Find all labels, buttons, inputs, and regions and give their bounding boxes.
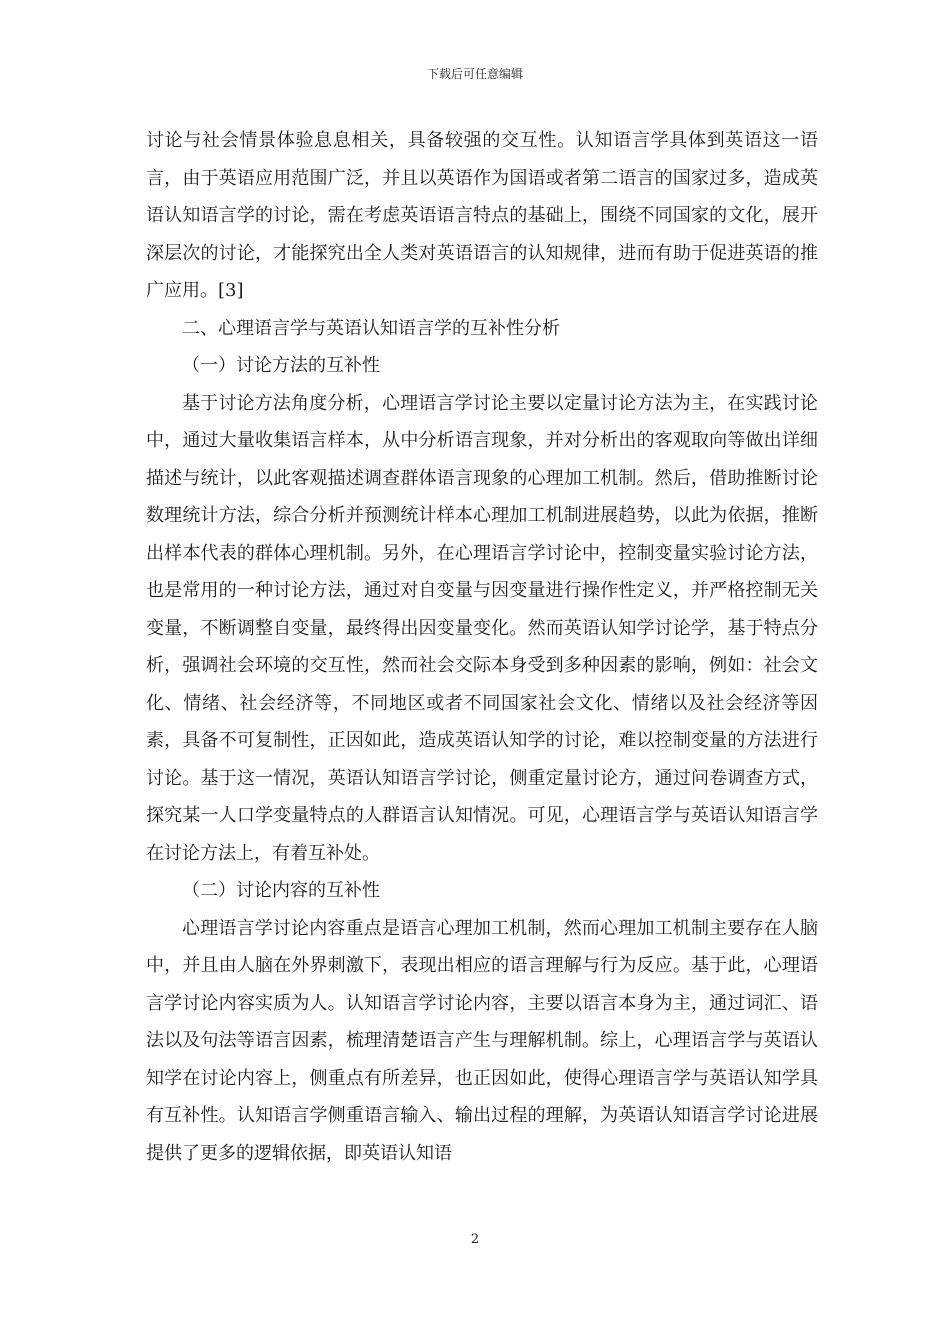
document-body	[146, 122, 818, 1172]
page-number: 2	[470, 1232, 480, 1247]
subsection-heading-content: （二）讨论内容的互补性	[182, 880, 380, 901]
section-heading: 二、心理语言学与英语认知语言学的互补性分析	[182, 317, 560, 339]
paragraph-methods: 基于讨论方法角度分析，心理语言学讨论主要以定量讨论方法为主，在实践讨论中，通过大量收集语言样本，从中分析语言现象，并对分析出的客观取向等做出详细描述与统计，以此客观描述调查群体语言现象的心理加工机制。然后，借助推断讨论数理统计方法，综合分析并预测统计样本心理加工机制进展趋势，以此为依据，推断出样本代表的群体心理机制。另外，在心理语言学讨论中，控制变量实验讨论方法，也是常用的一种讨论方法，通过对自变量与因变量进行操作性定义，并严格控制无关变量，不断调整自变量，最终得出因变量变化。然而英语认知学讨论学，基于特点分析，强调社会环境的交互性，然而社会交际本身受到多种因素的影响，例如：社会文化、情绪、社会经济等，不同地区或者不同国家社会文化、情绪以及社会经济等因素，具备不可复制性，正因如此，造成英语认知学的讨论，难以控制变量的方法进行讨论。基于这一情况，英语认知语言学讨论，侧重定量讨论方，通过问卷调查方式，探究某一人口学变量特点的人群语言认知情况。可见，心理语言学与英语认知语言学在讨论方法上，有着互补处。	[146, 392, 818, 864]
paragraph-content: 心理语言学讨论内容重点是语言心理加工机制，然而心理加工机制主要存在人脑中，并且由人脑在外界刺激下，表现出相应的语言理解与行为反应。基于此，心理语言学讨论内容实质为人。认知语言学讨论内容，主要以语言本身为主，通过词汇、语法以及句法等语言因素，梳理清楚语言产生与理解机制。综上，心理语言学与英语认知学在讨论内容上，侧重点有所差异，也正因如此，使得心理语言学与英语认知学具有互补性。认知语言学侧重语言输入、输出过程的理解，为英语认知语言学讨论进展提供了更多的逻辑依据，即英语认知语	[146, 917, 818, 1164]
subsection-heading-methods: （一）讨论方法的互补性	[182, 355, 380, 376]
paragraph-continuation: 讨论与社会情景体验息息相关，具备较强的交互性。认知语言学具体到英语这一语言，由于英语应用范围广泛，并且以英语作为国语或者第二语言的国家过多，造成英语认知语言学的讨论，需在考虑英语语言特点的基础上，围绕不同国家的文化，展开深层次的讨论，才能探究出全人类对英语语言的认知规律，进而有助于促进英语的推广应用。[3]	[146, 130, 818, 301]
page-header: 下载后可任意编辑	[426, 67, 523, 81]
